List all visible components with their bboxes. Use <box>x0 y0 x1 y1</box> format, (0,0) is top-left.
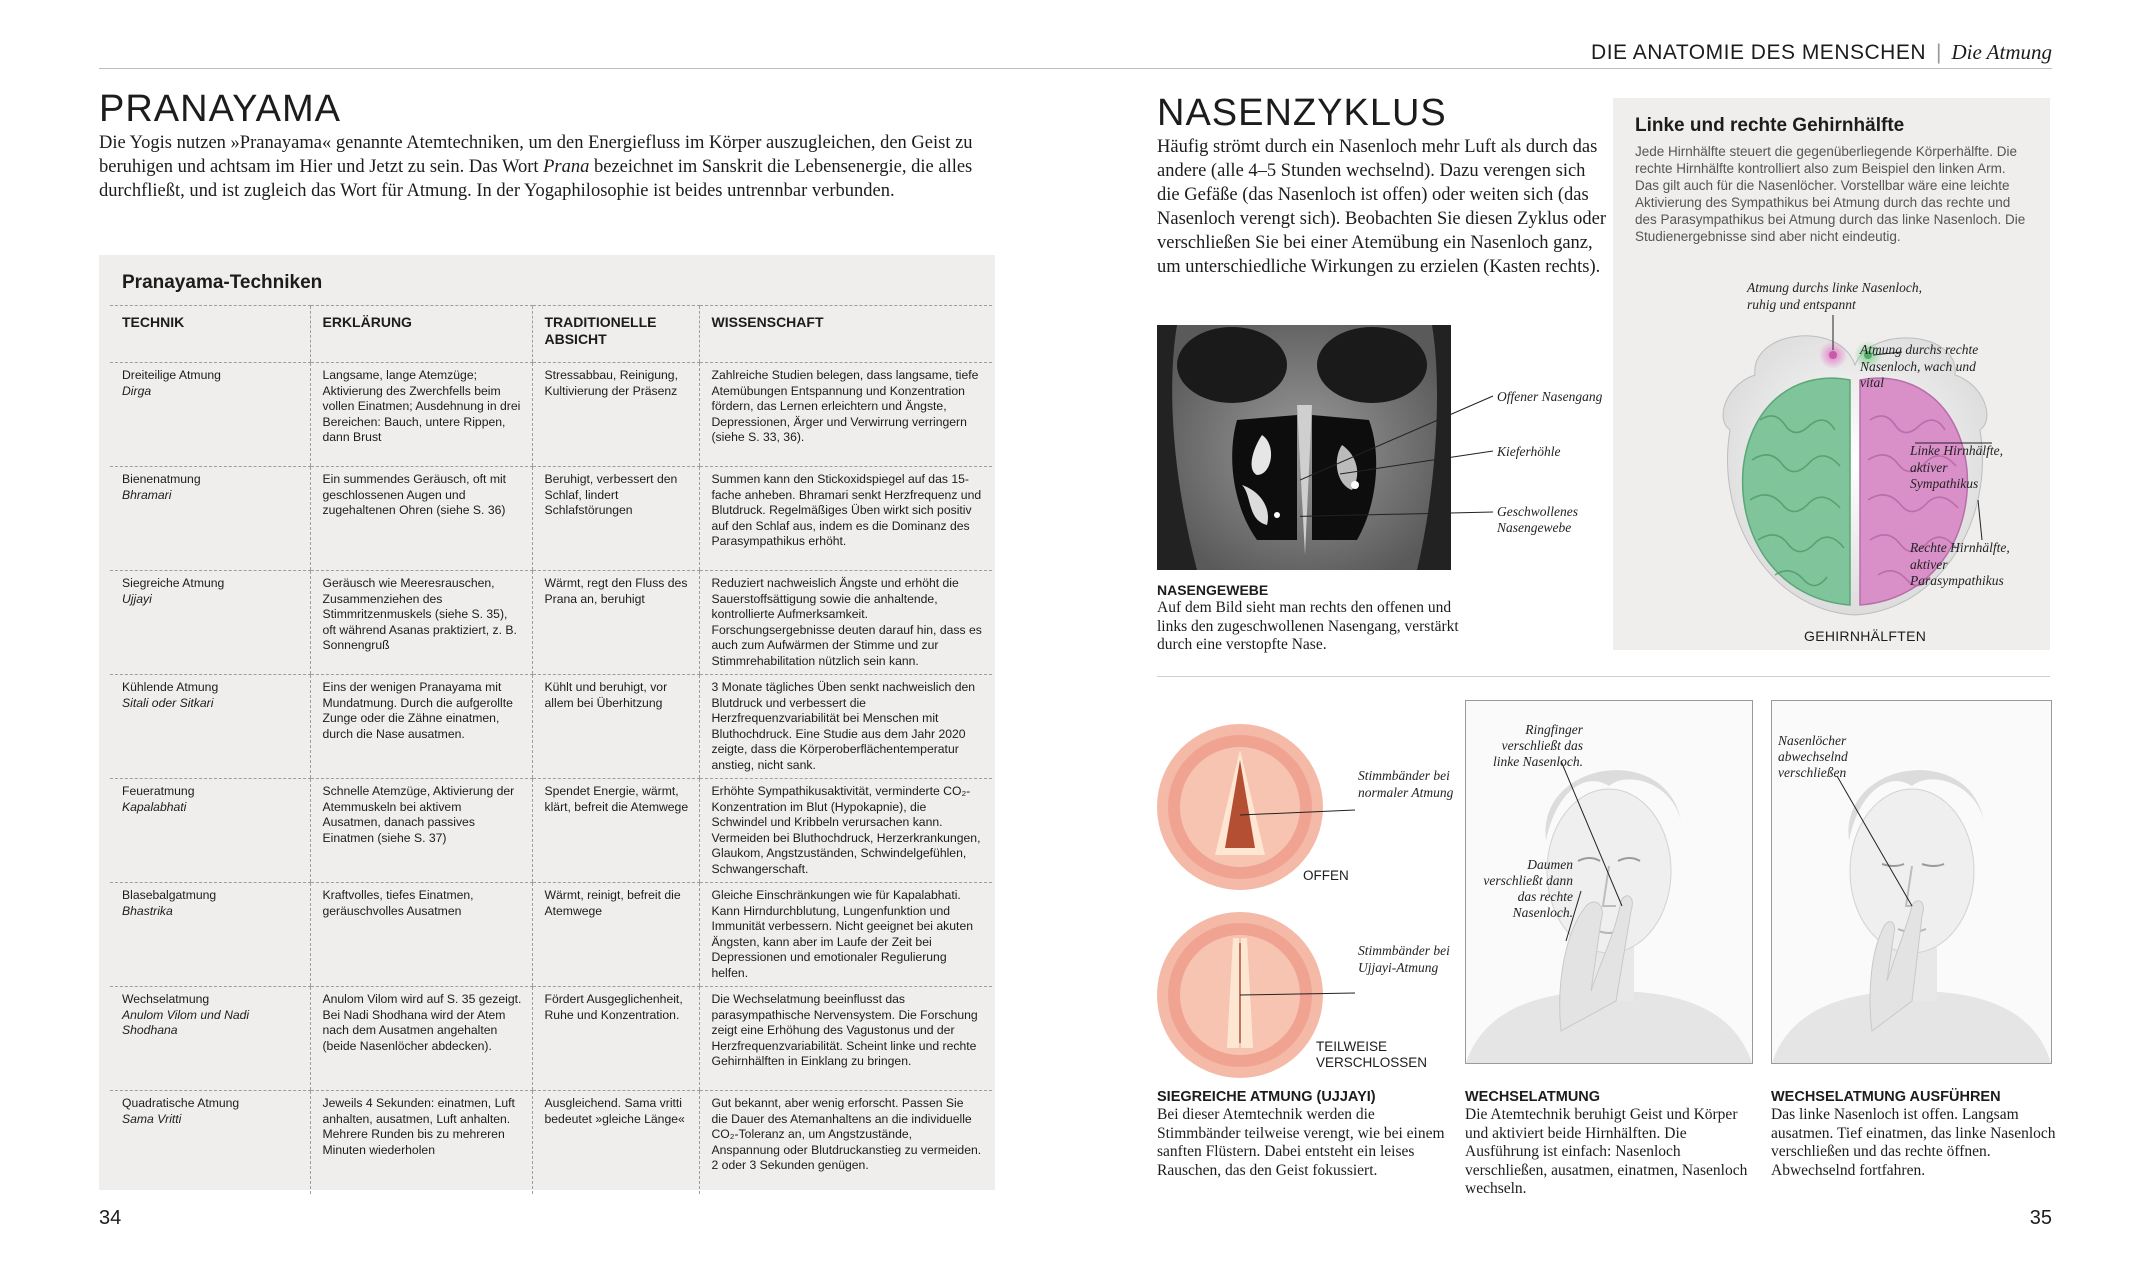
technique-name: Siegreiche Atmung <box>122 576 225 590</box>
intro-part: bezeichnet im Sanskrit die Lebensenergie, die alles durchfließt, und ist zugleich das Wort für Atmung. In der Yogaphilosophie ist beides untrennbar verbunden. <box>99 157 973 201</box>
mid-rule <box>1157 676 2050 677</box>
cell-erklaerung: Ein summendes Geräusch, oft mit geschlossenen Augen und zugehaltenen Ohren (siehe S. 36) <box>310 467 532 571</box>
pranayama-intro <box>99 131 999 203</box>
subsection-title: Die Atmung <box>1951 40 2052 64</box>
cell-absicht: Wärmt, reinigt, befreit die Atemwege <box>532 883 699 987</box>
brain-caption: GEHIRNHÄLFTEN <box>1804 628 1927 644</box>
cell-absicht: Beruhigt, verbessert den Schlaf, lindert Schlafstörungen <box>532 467 699 571</box>
cell-erklaerung: Kraftvolles, tiefes Einatmen, geräuschvolles Ausatmen <box>310 883 532 987</box>
cell-wissenschaft: Erhöhte Sympathikusaktivität, verminderte CO₂-Konzentration im Blut (Hypokapnie), die Schwindel und Kribbeln verursachen kann. Vermeiden bei Bluthochdruck, Herzerkrankungen, Glaukom, Angstzuständen, Schwindelgefühlen, Schwangerschaft. <box>699 779 992 883</box>
cell-absicht: Kühlt und beruhigt, vor allem bei Überhitzung <box>532 675 699 779</box>
nasal-caption: Auf dem Bild sieht man rechts den offenen und links den zugeschwollenen Nasengang, verstärkt durch eine verstopfte Nase. <box>1157 599 1459 653</box>
technique-name: Blasebalgatmung <box>122 888 217 902</box>
wechselatmung-caption-text: Die Atemtechnik beruhigt Geist und Körper und aktiviert beide Hirnhälften. Die Ausführung ist einfach: Nasenloch verschließen, ausatmen, einatmen, Nasenloch wechseln. <box>1465 1106 1748 1197</box>
table-row <box>110 883 992 987</box>
section-title: DIE ANATOMIE DES MENSCHEN <box>1591 41 1926 64</box>
nasenzyklus-heading: NASENZYKLUS <box>1157 92 1447 134</box>
technique-name: Bienenatmung <box>122 472 201 486</box>
table-row <box>110 571 992 675</box>
wechselatmung-caption-title: WECHSELATMUNG <box>1465 1089 1601 1105</box>
ujjayi-caption-text: Bei dieser Atemtechnik werden die Stimmbänder teilweise verengt, wie bei einem sanften Flüstern. Dabei entsteht ein leises Rauschen, das den Geist fokussiert. <box>1157 1106 1445 1179</box>
cell-technik <box>110 363 310 467</box>
technique-sanskrit: Sama Vritti <box>122 1111 182 1126</box>
cell-erklaerung: Eins der wenigen Pranayama mit Mundatmung. Durch die aufgerollte Zunge oder die Zähne einatmen, durch die Nase ausatmen. <box>310 675 532 779</box>
technique-name: Dreiteilige Atmung <box>122 368 221 382</box>
table-row <box>110 675 992 779</box>
cell-wissenschaft: 3 Monate tägliches Üben senkt nachweislich den Blutdruck und verbessert die Herzfrequenzvariabilität bei Menschen mit Bluthochdruck. Eine Studie aus dem Jahr 2020 zeigte, dass die Körperoberflächentemperatur anstieg, nicht sank. <box>699 675 992 779</box>
col-header-erklaerung: ERKLÄRUNG <box>310 306 532 363</box>
cell-wissenschaft: Gleiche Einschränkungen wie für Kapalabhati. Kann Hirndurchblutung, Lungenfunktion und Immunität verbessern. Nicht geeignet bei akuten Ängsten, kann aber im Laufe der Zeit bei Depressionen und emotionaler Regulierung helfen. <box>699 883 992 987</box>
brain-box-title: Linke und rechte Gehirnhälfte <box>1635 115 1905 136</box>
caption-open: OFFEN <box>1303 868 1349 883</box>
col-header-technik: TECHNIK <box>110 306 310 363</box>
technique-sanskrit: Anulom Vilom und Nadi Shodhana <box>122 1007 250 1037</box>
ausfuehren-caption-title: WECHSELATMUNG AUSFÜHREN <box>1771 1089 2001 1105</box>
cell-technik <box>110 779 310 883</box>
label-vocal-open: Stimmbänder bei normaler Atmung <box>1358 768 1454 800</box>
label-right-nostril: Atmung durchs rechte Nasenloch, wach und vital <box>1860 342 1979 390</box>
table-title: Pranayama-Techniken <box>122 272 323 293</box>
cell-technik <box>110 987 310 1091</box>
label-vocal-partial: Stimmbänder bei Ujjayi-Atmung <box>1358 943 1450 975</box>
cell-erklaerung: Geräusch wie Meeresrauschen, Zusammenziehen des Stimmritzenmuskels (siehe S. 35), oft während Asanas praktiziert, z. B. Sonnengruß <box>310 571 532 675</box>
cell-absicht: Spendet Energie, wärmt, klärt, befreit die Atemwege <box>532 779 699 883</box>
technique-sanskrit: Sitali oder Sitkari <box>122 695 214 710</box>
technique-name: Quadratische Atmung <box>122 1096 240 1110</box>
cell-erklaerung: Schnelle Atemzüge, Aktivierung der Atemmuskeln bei aktivem Ausatmen, danach passives Einatmen (siehe S. 37) <box>310 779 532 883</box>
brain-box-text: Jede Hirnhälfte steuert die gegenüberliegende Körperhälfte. Die rechte Hirnhälfte kontrolliert also zum Beispiel den linken Arm. Das gilt auch für die Nasenlöcher. Vorstellbar wäre eine leichte Aktivierung des Sympathikus bei Atmung durch das rechte und des Parasympathikus bei Atmung durch das linke Nasenloch. Die Studienergebnisse sind aber nicht eindeutig. <box>1635 144 2026 244</box>
label-offener-nasengang: Offener Nasengang <box>1497 389 1603 404</box>
ausfuehren-caption-text: Das linke Nasenloch ist offen. Langsam ausatmen. Tief einatmen, das linke Nasenloch verschließen und das rechte öffnen. Abwechselnd fortfahren. <box>1771 1106 2056 1179</box>
technique-name: Wechselatmung <box>122 992 210 1006</box>
label-daumen: Daumen verschließt dann das rechte Nasenloch. <box>1483 857 1573 920</box>
page-number-left: 34 <box>99 1207 122 1229</box>
ct-leader-lines <box>1300 380 1500 540</box>
table-row <box>110 1091 992 1195</box>
table-row <box>110 363 992 467</box>
cell-absicht: Wärmt, regt den Fluss des Prana an, beruhigt <box>532 571 699 675</box>
nasal-caption-title: NASENGEWEBE <box>1157 582 1269 598</box>
cell-technik <box>110 467 310 571</box>
technique-name: Kühlende Atmung <box>122 680 219 694</box>
caption-partial: TEILWEISE VERSCHLOSSEN <box>1316 1039 1428 1070</box>
cell-erklaerung: Anulom Vilom wird auf S. 35 gezeigt. Bei Nadi Shodhana wird der Atem nach dem Ausatmen angehalten (beide Nasenlöcher abdecken). <box>310 987 532 1091</box>
cell-wissenschaft: Reduziert nachweislich Ängste und erhöht die Sauerstoffsättigung sowie die anhaltende, kontrollierte Aufmerksamkeit. Forschungsergebnisse deuten darauf hin, dass es auch zum Aufwärmen der Stimme und zur Stimmrehabilitation nützlich sein kann. <box>699 571 992 675</box>
cell-absicht: Fördert Ausgeglichenheit, Ruhe und Konzentration. <box>532 987 699 1091</box>
cell-wissenschaft: Zahlreiche Studien belegen, dass langsame, tiefe Atemübungen Entspannung und Konzentration fördern, das Lernen erleichtern und Ängste, Depressionen, Ärger und Verwirrung verringern (siehe S. 33, 36). <box>699 363 992 467</box>
cell-technik <box>110 1091 310 1195</box>
technique-name: Feueratmung <box>122 784 195 798</box>
nasenzyklus-intro: Häufig strömt durch ein Nasenloch mehr Luft als durch das andere (alle 4–5 Stunden wechselnd). Dazu verengen sich die Gefäße (das Nasenloch ist offen) oder weiten sich (das Nasenloch verengt sich). Beobachten Sie diesen Zyklus oder verschließen Sie bei einer Atemübung ein Nasenloch ganz, um unterschiedliche Wirkungen zu erzielen (Kasten rechts). <box>1157 137 1607 277</box>
cell-erklaerung: Langsame, lange Atemzüge; Aktivierung des Zwerchfells beim vollen Einatmen; Ausdehnung in drei Bereichen: Bauch, untere Rippen, dann Brust <box>310 363 532 467</box>
table-row <box>110 987 992 1091</box>
cell-wissenschaft: Summen kann den Stickoxidspiegel auf das 15-fache anheben. Bhramari senkt Herzfrequenz und Blutdruck. Regelmäßiges Üben wirkt sich positiv auf den Schlaf aus, indem es die Dominanz des Parasympathikus erhöht. <box>699 467 992 571</box>
running-head <box>1591 40 2052 65</box>
cell-wissenschaft: Die Wechselatmung beeinflusst das parasympathische Nervensystem. Die Forschung zeigt eine Erhöhung des Vagustonus und der Herzfrequenzvariabilität. Scheint linke und rechte Gehirnhälften in Einklang zu bringen. <box>699 987 992 1091</box>
ujjayi-caption-title: SIEGREICHE ATMUNG (UJJAYI) <box>1157 1089 1376 1105</box>
cell-absicht: Ausgleichend. Sama vritti bedeutet »gleiche Länge« <box>532 1091 699 1195</box>
cell-wissenschaft: Gut bekannt, aber wenig erforscht. Passen Sie die Dauer des Atemanhaltens an die individuelle CO₂-Toleranz an, um Angstzustände, Anspannung oder Blutdruckanstieg zu vermeiden. 2 oder 3 Sekunden genügen. <box>699 1091 992 1195</box>
table-row <box>110 779 992 883</box>
technique-sanskrit: Dirga <box>122 383 152 398</box>
label-geschwollenes-nasengewebe: Geschwollenes Nasengewebe <box>1497 504 1578 535</box>
label-left-hemisphere: Linke Hirnhälfte, aktiver Sympathikus <box>1910 443 2003 491</box>
label-right-hemisphere: Rechte Hirnhälfte, aktiver Parasympathikus <box>1910 540 2010 588</box>
cell-technik <box>110 883 310 987</box>
intro-part: Die Yogis nutzen »Pranayama« genannte Atemtechniken, um den Energiefluss im Körper auszugleichen, den Geist zu beruhigen und achtsam im Hier und Jetzt zu sein. Das Wort <box>99 133 973 177</box>
col-header-absicht: TRADITIONELLE ABSICHT <box>532 306 699 363</box>
cell-technik <box>110 571 310 675</box>
header-separator: | <box>1936 41 1942 64</box>
technique-sanskrit: Bhramari <box>122 487 172 502</box>
cell-erklaerung: Jeweils 4 Sekunden: einatmen, Luft anhalten, ausatmen, Luft anhalten. Mehrere Runden bis zu mehreren Minuten wiederholen <box>310 1091 532 1195</box>
pranayama-table <box>110 305 992 1194</box>
header-rule <box>99 68 2052 69</box>
technique-sanskrit: Kapalabhati <box>122 799 187 814</box>
technique-sanskrit: Ujjayi <box>122 591 152 606</box>
label-nasenloecher: Nasenlöcher abwechselnd verschließen <box>1778 733 1848 780</box>
table-row <box>110 467 992 571</box>
table-header-row <box>110 306 992 363</box>
intro-part-prana: Prana <box>543 157 590 177</box>
page-number-right: 35 <box>2029 1207 2052 1229</box>
technique-sanskrit: Bhastrika <box>122 903 173 918</box>
col-header-wissenschaft: WISSENSCHAFT <box>699 306 992 363</box>
label-left-nostril: Atmung durchs linke Nasenloch, ruhig und entspannt <box>1747 280 1922 312</box>
pranayama-heading: PRANAYAMA <box>99 88 341 130</box>
cell-technik <box>110 675 310 779</box>
label-ringfinger: Ringfinger verschließt das linke Nasenloch. <box>1493 722 1583 769</box>
cell-absicht: Stressabbau, Reinigung, Kultivierung der Präsenz <box>532 363 699 467</box>
label-kieferhoehle: Kieferhöhle <box>1497 444 1561 459</box>
